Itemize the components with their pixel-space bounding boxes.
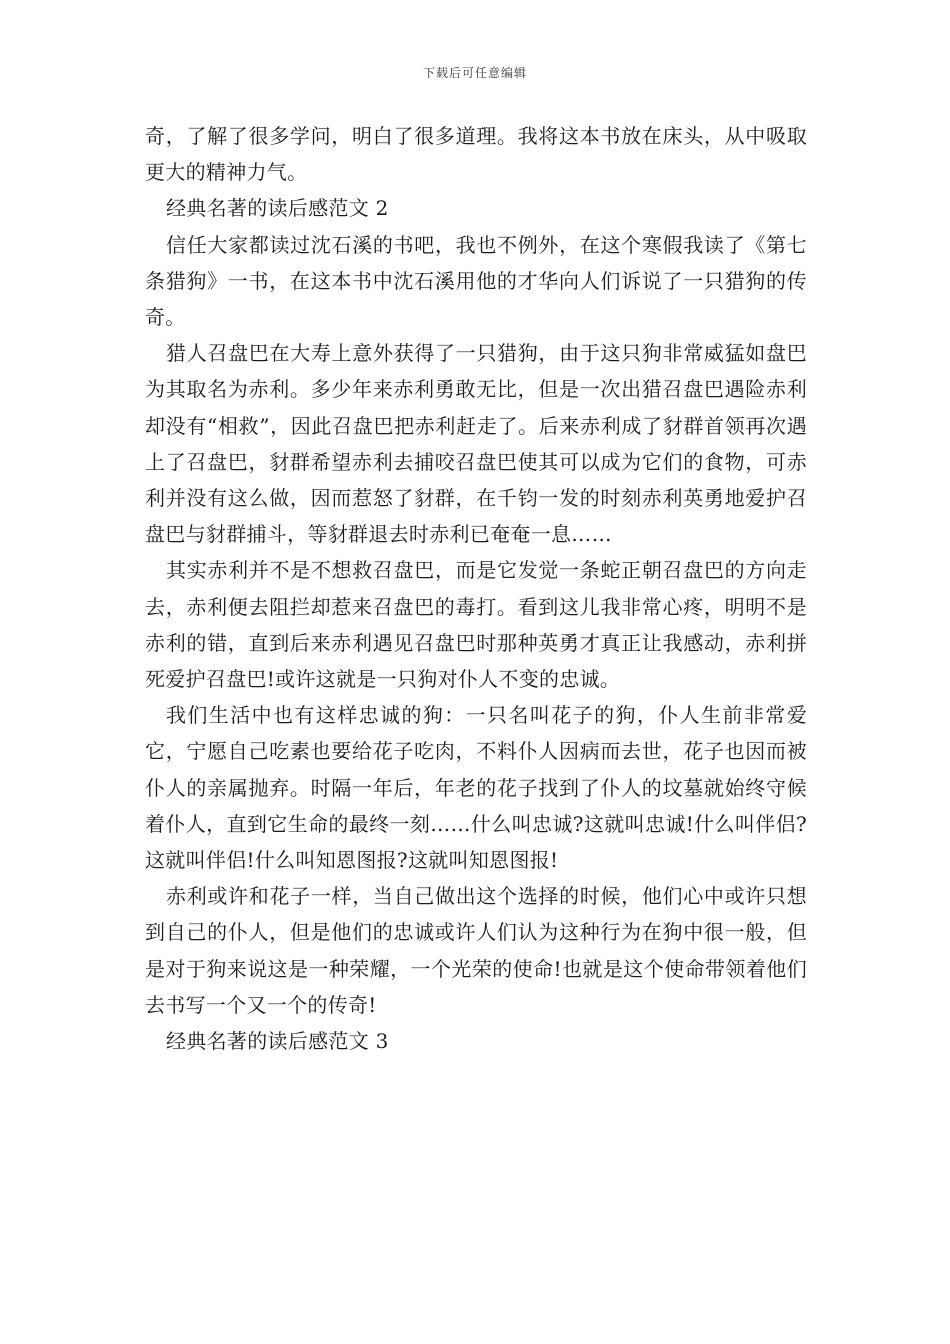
paragraph-reason: 其实赤利并不是不想救召盘巴，而是它发觉一条蛇正朝召盘巴的方向走去，赤利便去阻拦却惹来召盘巴的毒打。看到这儿我非常心疼，明明不是赤利的错，直到后来赤利遇见召盘巴时那种英勇才真正让我感动，赤利拼死爱护召盘巴!或许这就是一只狗对仆人不变的忠诚。 [145, 558, 807, 692]
section-heading-3: 经典名著的读后感范文 3 [166, 1029, 389, 1054]
paragraph-continuation: 奇，了解了很多学问，明白了很多道理。我将这本书放在床头，从中吸取更大的精神力气。 [145, 124, 807, 185]
page-header: 下载后可任意编辑 [422, 66, 527, 80]
paragraph-conclusion: 赤利或许和花子一样，当自己做出这个选择的时候，他们心中或许只想到自己的仆人，但是他们的忠诚或许人们认为这种行为在狗中很一般，但是对于狗来说这是一种荣耀，一个光荣的使命!也就是这个使命带领着他们去书写一个又一个的传奇! [145, 884, 807, 1017]
paragraph-intro: 信任大家都读过沈石溪的书吧，我也不例外，在这个寒假我读了《第七条猎狗》一书，在这本书中沈石溪用他的才华向人们诉说了一只猎狗的传奇。 [145, 232, 807, 330]
paragraph-hanako: 我们生活中也有这样忠诚的狗：一只名叫花子的狗，仆人生前非常爱它，宁愿自己吃素也要给花子吃肉，不料仆人因病而去世，花子也因而被仆人的亲属抛弃。时隔一年后，年老的花子找到了仆人的坟墓就始终守候着仆人，直到它生命的最终一刻……什么叫忠诚?这就叫忠诚!什么叫伴侣?这就叫伴侣!什么叫知恩图报?这就叫知恩图报! [145, 703, 807, 873]
paragraph-story: 猎人召盘巴在大寿上意外获得了一只猎狗，由于这只狗非常威猛如盘巴为其取名为赤利。多少年来赤利勇敢无比，但是一次出猎召盘巴遇险赤利却没有“相救”，因此召盘巴把赤利赶走了。后来赤利成了豺群首领再次遇上了召盘巴，豺群希望赤利去捕咬召盘巴使其可以成为它们的食物，可赤利并没有这么做，因而惹怒了豺群，在千钧一发的时刻赤利英勇地爱护召盘巴与豺群捕斗，等豺群退去时赤利已奄奄一息…… [145, 341, 807, 547]
section-heading-2: 经典名著的读后感范文 2 [166, 196, 389, 221]
document-body [145, 118, 807, 1059]
